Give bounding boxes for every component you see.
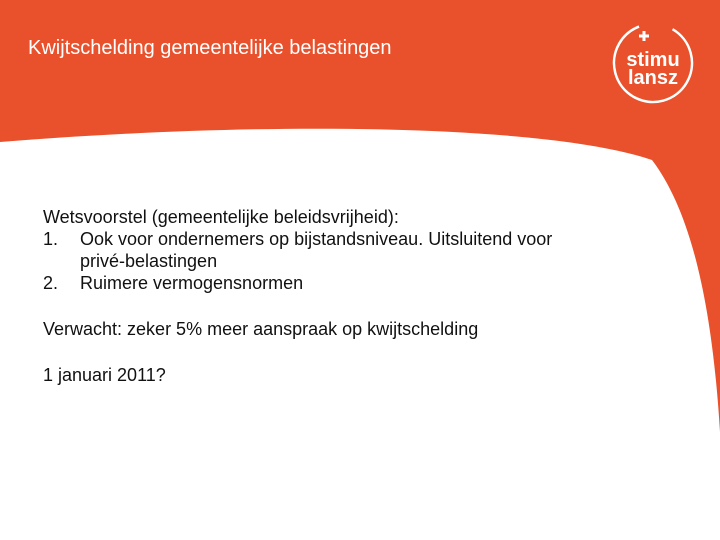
spacer xyxy=(43,340,683,364)
list-number: 1. xyxy=(43,229,59,249)
expectation-text: Verwacht: zeker 5% meer aanspraak op kwijtschelding xyxy=(43,319,479,339)
list-number: 2. xyxy=(43,273,59,293)
logo-text-top: stimu xyxy=(626,49,680,71)
list-item-text: Ook voor ondernemers op bijstandsniveau. Uitsluitend voor xyxy=(80,229,553,249)
date-question-text: 1 januari 2011? xyxy=(43,365,166,385)
list-item-text: Ruimere vermogensnormen xyxy=(80,273,304,293)
list-item-1 xyxy=(43,228,683,272)
slide-body xyxy=(43,206,683,386)
spacer xyxy=(43,294,683,318)
list-item-text-continued: privé-belastingen xyxy=(80,251,218,271)
intro-text: Wetsvoorstel (gemeentelijke beleidsvrijheid): xyxy=(43,207,399,227)
logo-text-bottom: lansz xyxy=(627,67,679,89)
slide-title: Kwijtschelding gemeentelijke belastingen xyxy=(28,37,392,59)
stimulansz-logo-icon xyxy=(610,20,696,106)
list-item-2 xyxy=(43,272,683,294)
